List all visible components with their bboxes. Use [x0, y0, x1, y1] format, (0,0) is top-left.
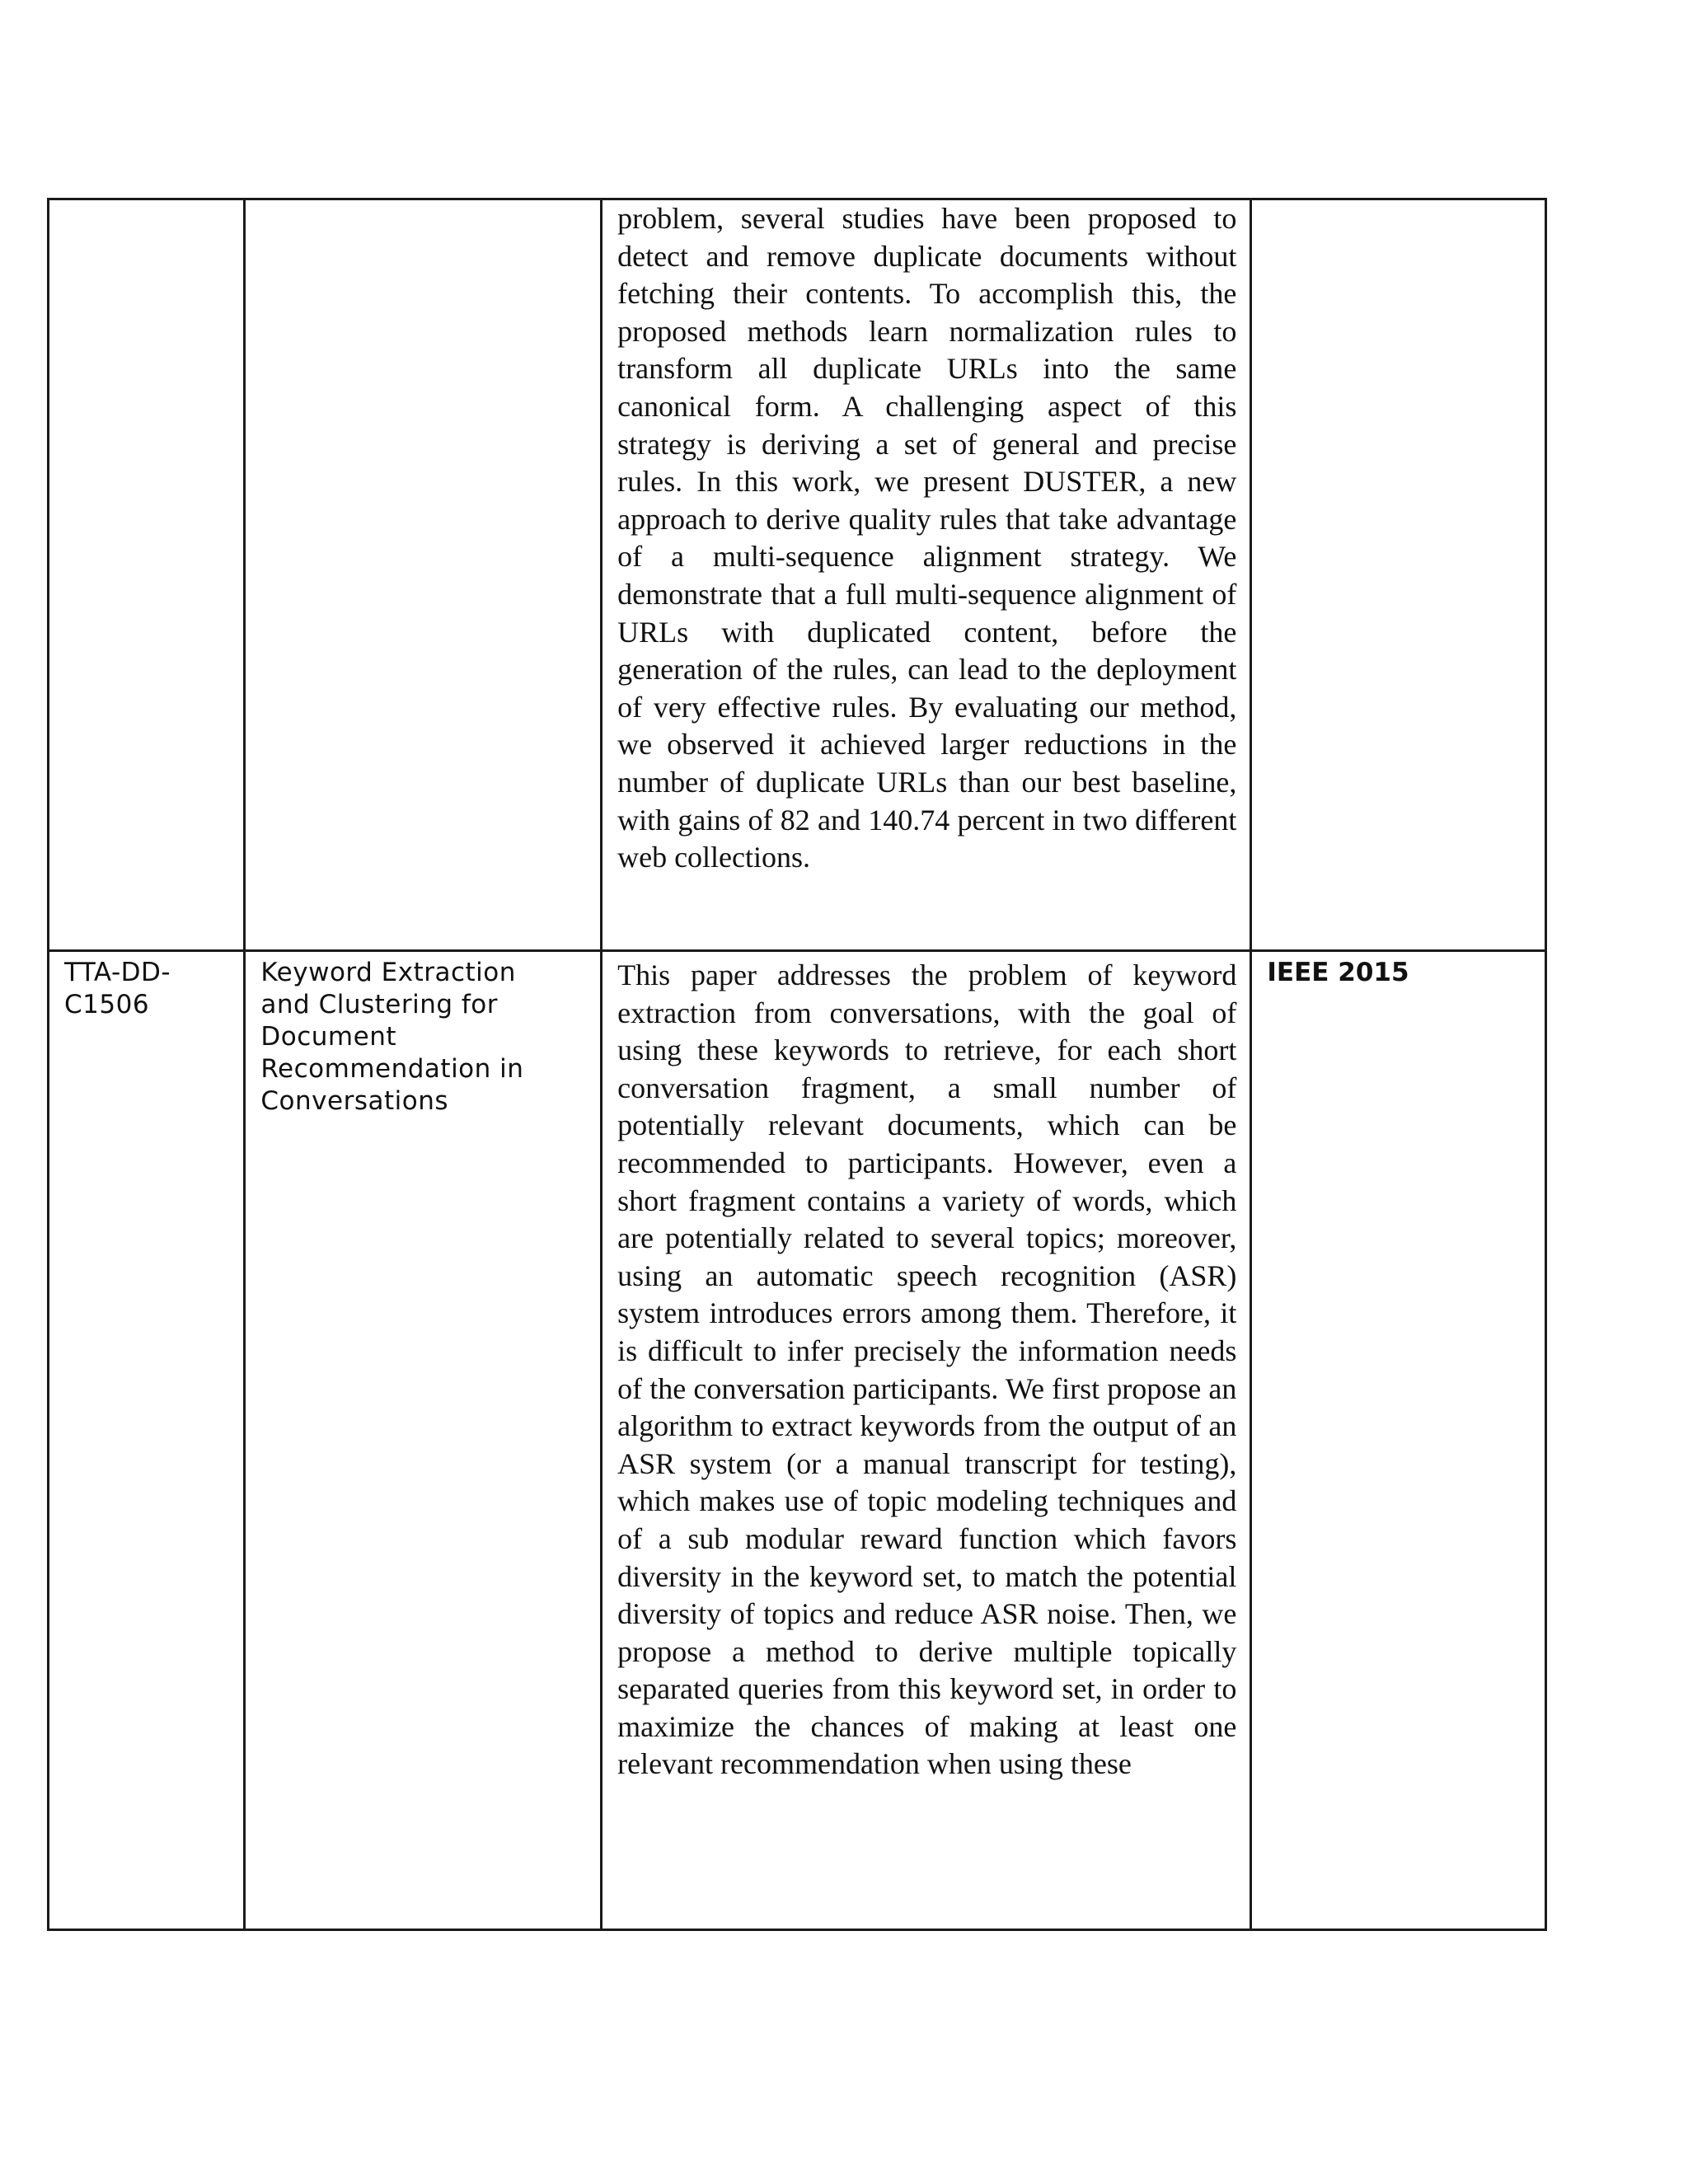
project-code: [49, 200, 243, 213]
project-abstract: problem, several studies have been proposed to detect and remove duplicate documents without fetching their contents. To accomplish this, the proposed methods learn normalization rules to transform all duplicate URLs into the same canonical form. A challenging aspect of this strategy is deriving a set of general and precise rules. In this work, we present DUSTER, a new approach to derive quality rules that take advantage of a multi-sequence alignment strategy. We demonstrate that a full multi-sequence alignment of URLs with duplicated content, before the generation of the rules, can lead to the deployment of very effective rules. By evaluating our method, we observed it achieved larger reductions in the number of duplicate URLs than our best baseline, with gains of 82 and 140.74 percent in two different web collections.: [617, 202, 1237, 874]
project-table: [47, 198, 1547, 1931]
abstract-cell: [602, 951, 1251, 1930]
project-code: TTA-DD-C1506: [64, 958, 171, 1019]
abstract-cell: [602, 199, 1251, 951]
code-cell: [49, 951, 245, 1930]
project-reference: IEEE 2015: [1267, 958, 1409, 987]
reference-cell: [1251, 199, 1546, 951]
title-cell: [245, 951, 602, 1930]
title-cell: [245, 199, 602, 951]
project-abstract: This paper addresses the problem of keyword extraction from conversations, with the goal of using these keywords to retrieve, for each short conversation fragment, a small number of potentially relevant documents, which can be recommended to participants. However, even a short fragment contains a variety of words, which are potentially related to several topics; moreover, using an automatic speech recognition (ASR) system introduces errors among them. Therefore, it is difficult to infer precisely the information needs of the conversation participants. We first propose an algorithm to extract keywords from the output of an ASR system (or a manual transcript for testing), which makes use of topic modeling techniques and of a sub modular reward function which favors diversity in the keyword set, to match the potential diversity of topics and reduce ASR noise. Then, we propose a method to derive multiple topically separated queries from this keyword set, in order to maximize the chances of making at least one relevant recommendation when using these: [617, 958, 1237, 1781]
code-cell: [49, 199, 245, 951]
reference-cell: [1251, 951, 1546, 1930]
project-title: Keyword Extraction and Clustering for Document Recommendation in Conversations: [260, 958, 524, 1116]
project-reference: [1252, 200, 1545, 213]
table-row: [49, 951, 1546, 1930]
table-row: [49, 199, 1546, 951]
project-title: [246, 200, 600, 213]
